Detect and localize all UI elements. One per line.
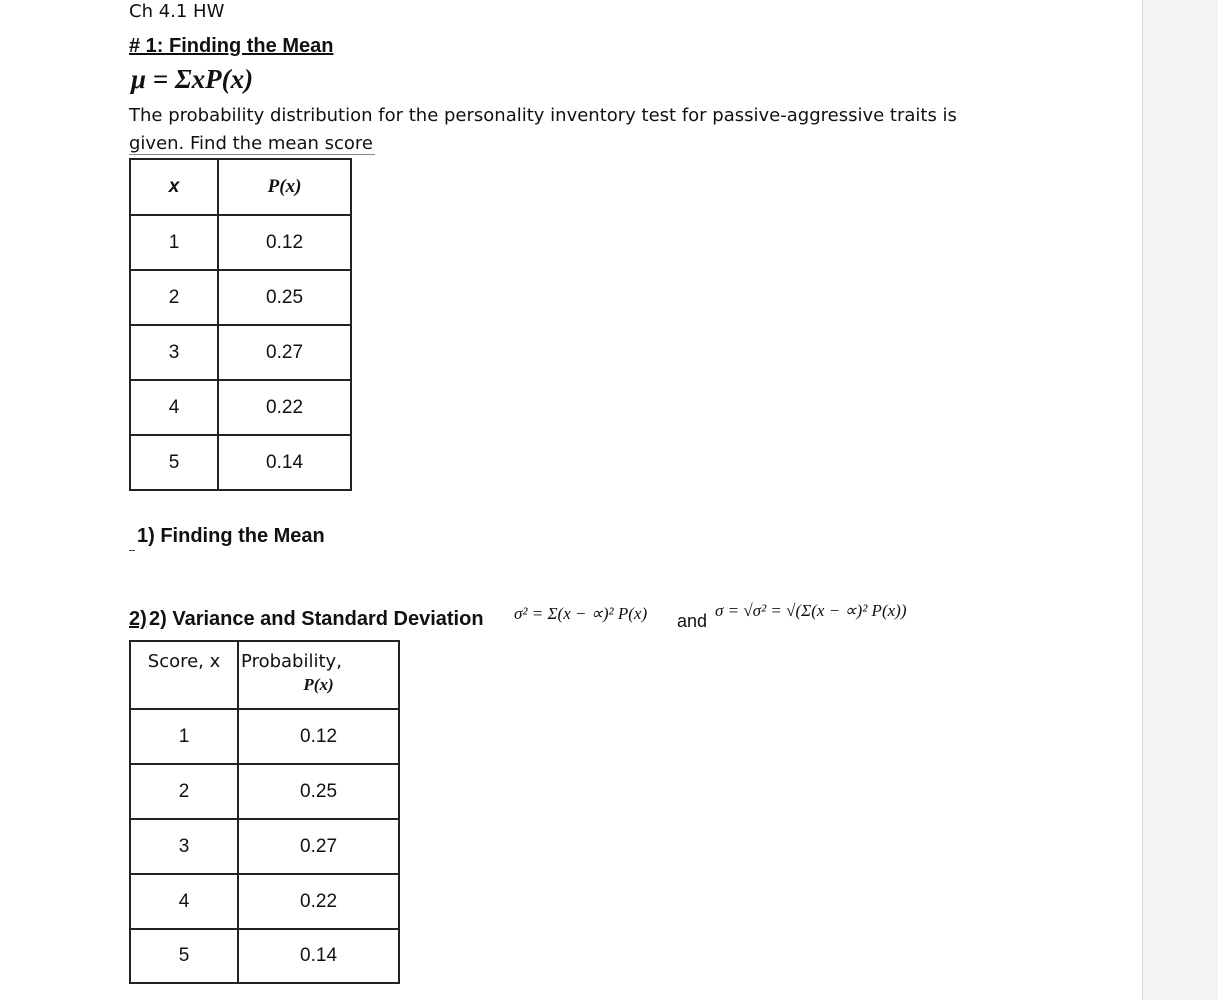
header-px-label: P(x) (267, 176, 302, 197)
table-row (130, 325, 351, 380)
sd-formula: σ = √σ² = √(Σ(x − ∝)² P(x)) (715, 601, 907, 620)
table-row (130, 270, 351, 325)
cell-p: 0.27 (238, 819, 399, 874)
table-row (130, 874, 399, 929)
cell-p: 0.14 (238, 929, 399, 983)
line-divider (129, 550, 135, 551)
table-row (130, 215, 351, 270)
cell-x: 5 (130, 435, 218, 490)
table-row (130, 709, 399, 764)
probability-table (129, 158, 352, 491)
table-header-row (130, 641, 399, 709)
part2-title-text: 2) Variance and Standard Deviation (149, 608, 484, 630)
cell-p: 0.22 (238, 874, 399, 929)
section-title: # 1: Finding the Mean (129, 35, 334, 57)
cell-x: 4 (130, 874, 238, 929)
variance-table (129, 640, 400, 984)
prompt-line-2: given. Find the mean score (129, 133, 374, 154)
header-probability-sub: P(x) (303, 675, 334, 694)
table-row (130, 819, 399, 874)
cell-x: 3 (130, 819, 238, 874)
part2-number: 2) (129, 608, 147, 630)
page-label: Ch 4.1 HW (129, 1, 225, 22)
cell-x: 2 (130, 270, 218, 325)
cell-p: 0.12 (218, 215, 351, 270)
cell-p: 0.25 (218, 270, 351, 325)
cell-p: 0.22 (218, 380, 351, 435)
and-word: and (677, 611, 708, 631)
cell-x: 1 (130, 709, 238, 764)
cell-x: 5 (130, 929, 238, 983)
cell-x: 3 (130, 325, 218, 380)
cell-p: 0.25 (238, 764, 399, 819)
cell-p: 0.27 (218, 325, 351, 380)
cell-p: 0.14 (218, 435, 351, 490)
part2-title (129, 608, 484, 631)
header-x (130, 159, 218, 215)
variance-formula: σ² = Σ(x − ∝)² P(x) (514, 604, 648, 623)
cell-x: 1 (130, 215, 218, 270)
cell-x: 4 (130, 380, 218, 435)
mean-formula: μ = ΣxP(x) (131, 64, 254, 94)
header-x-label: x (168, 176, 180, 197)
side-panel (1142, 0, 1218, 1000)
table-row (130, 380, 351, 435)
table-row (130, 764, 399, 819)
table-row (130, 435, 351, 490)
table-header-row (130, 159, 351, 215)
header-probability-label: Probability, (241, 651, 342, 672)
header-score (130, 641, 238, 709)
cell-p: 0.12 (238, 709, 399, 764)
line-divider (129, 154, 375, 155)
cell-x: 2 (130, 764, 238, 819)
table-row (130, 929, 399, 983)
prompt-line-1: The probability distribution for the personality inventory test for passive-aggressive traits is (129, 105, 957, 126)
part1-title: 1) Finding the Mean (137, 525, 325, 547)
header-probability (238, 641, 399, 709)
header-score-label: Score, x (147, 651, 221, 672)
header-px (218, 159, 351, 215)
